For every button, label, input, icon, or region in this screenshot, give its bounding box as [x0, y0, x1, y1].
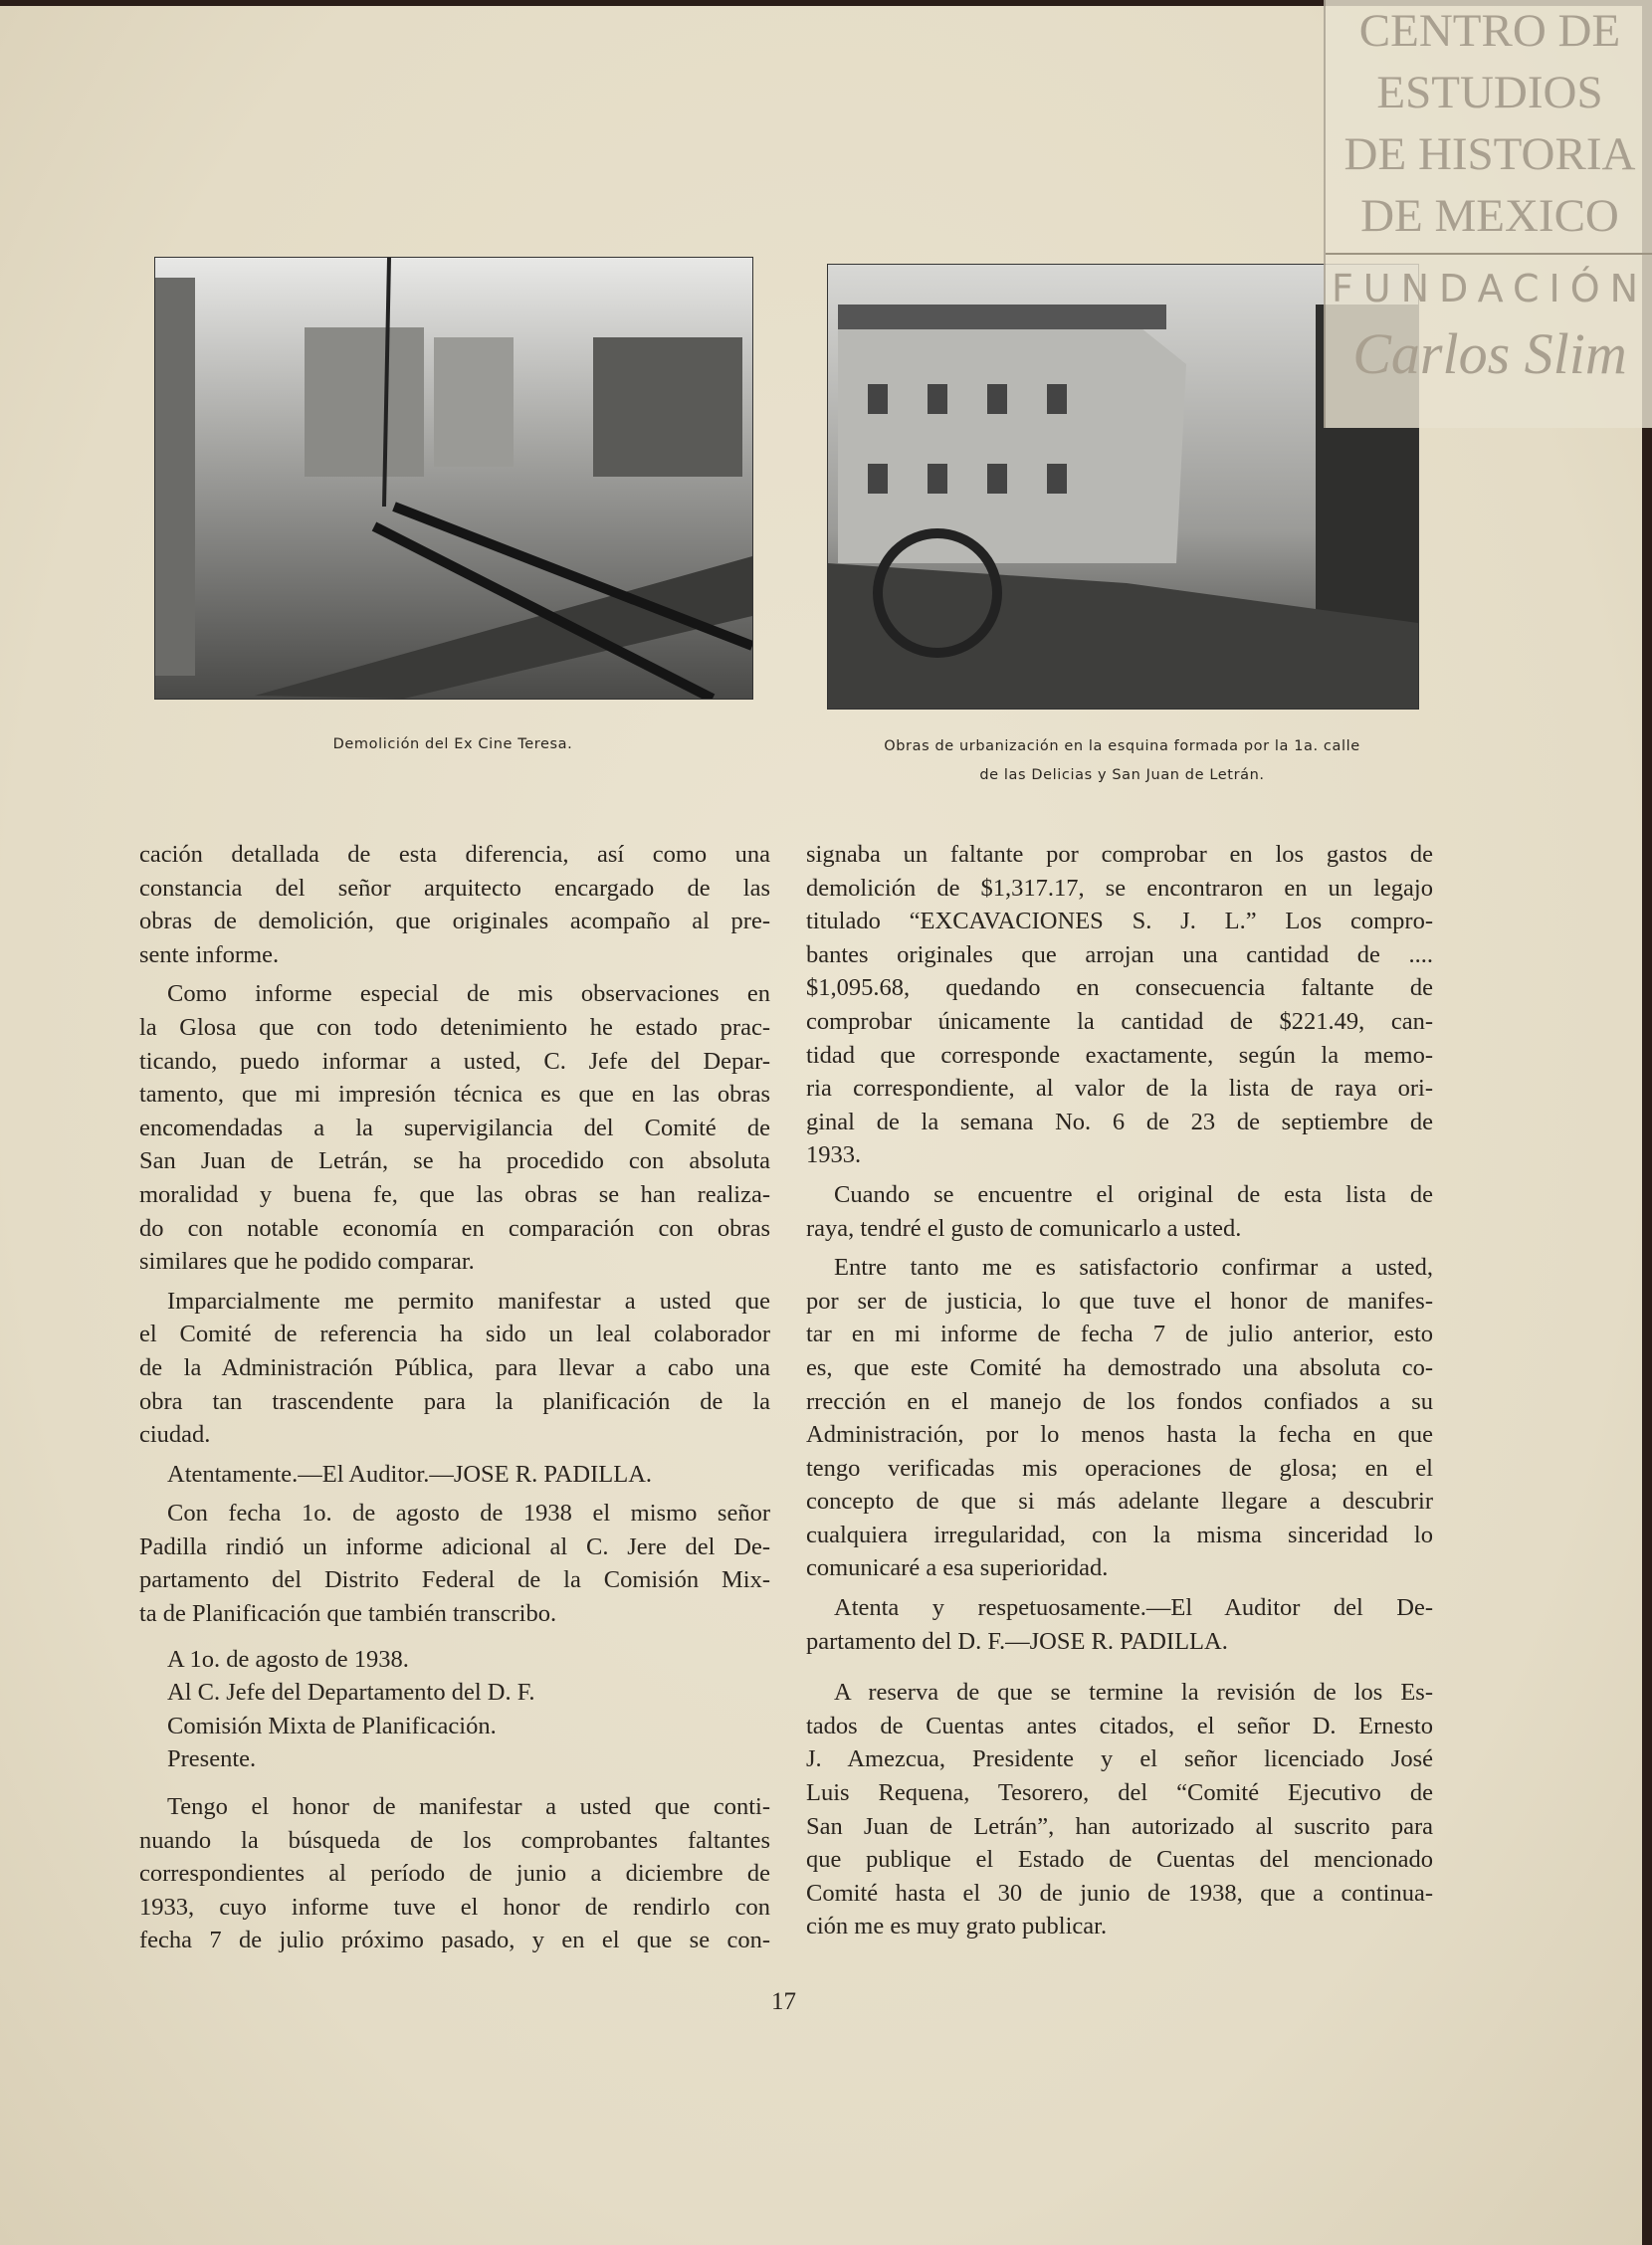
text-line: J. Amezcua, Presidente y el señor licenciado José: [806, 1745, 1433, 1773]
paragraph: [139, 977, 770, 1278]
text-line: tados de Cuentas antes citados, el señor D. Ernesto: [806, 1712, 1433, 1739]
text-line: nuando la búsqueda de los comprobantes faltantes: [139, 1826, 770, 1854]
text-line: Atenta y respetuosamente.—El Auditor del De-: [834, 1594, 1433, 1622]
paragraph: [806, 838, 1433, 1172]
text-line: A reserva de que se termine la revisión de los Es-: [834, 1679, 1433, 1707]
text-line: tar en mi informe de fecha 7 de julio anterior, esto: [806, 1321, 1433, 1348]
text-line: encomendadas a la supervigilancia del Comité de: [139, 1114, 770, 1141]
text-line: de la Administración Pública, para llevar a cabo una: [139, 1353, 770, 1381]
text-line: moralidad y buena fe, que las obras se han realiza-: [139, 1180, 770, 1208]
text-line: partamento del D. F.—JOSE R. PADILLA.: [806, 1627, 1228, 1655]
text-line: concepto de que si más adelante llegare a descubrir: [806, 1488, 1433, 1516]
left-column: [139, 838, 770, 1963]
photo-caption: [154, 730, 751, 759]
text-line: sente informe.: [139, 940, 280, 968]
paragraph: [806, 1178, 1433, 1245]
text-line: el Comité de referencia ha sido un leal colaborador: [139, 1321, 770, 1348]
text-line: rrección en el manejo de los fondos confiados a su: [806, 1387, 1433, 1415]
text-line: comprobar únicamente la cantidad de $221.49, can-: [806, 1007, 1433, 1035]
watermark-line: ESTUDIOS: [1376, 67, 1603, 118]
text-line: correspondientes al período de junio a diciembre de: [139, 1860, 770, 1888]
text-line: do con notable economía en comparación con obras: [139, 1214, 770, 1242]
watermark-signature: Carlos Slim: [1352, 321, 1627, 386]
text-line: Comisión Mixta de Planificación.: [167, 1712, 497, 1739]
page-number: 17: [771, 1988, 796, 2015]
text-line: comunicaré a esa superioridad.: [806, 1554, 1109, 1582]
caption-line: de las Delicias y San Juan de Letrán.: [979, 767, 1265, 783]
paragraph: [139, 1497, 770, 1630]
text-line: Administración, por lo menos hasta la fecha en que: [806, 1421, 1433, 1449]
text-line: Con fecha 1o. de agosto de 1938 el mismo señor: [167, 1500, 770, 1528]
text-line: Presente.: [167, 1745, 257, 1773]
text-line: tengo verificadas mis operaciones de glosa; en el: [806, 1454, 1433, 1482]
text-line: por ser de justicia, lo que tuve el honor de manifes-: [806, 1287, 1433, 1315]
caption-line: Demolición del Ex Cine Teresa.: [332, 736, 573, 752]
text-line: demolición de $1,317.17, se encontraron en un legajo: [806, 874, 1433, 902]
text-line: cación detallada de esta diferencia, así como una: [139, 841, 770, 868]
text-line: fecha 7 de julio próximo pasado, y en el que se con-: [139, 1927, 770, 1954]
text-line: ciudad.: [139, 1421, 211, 1449]
watermark-fundacion: FUNDACIÓN: [1331, 267, 1649, 310]
text-line: partamento del Distrito Federal de la Comisión Mix-: [139, 1566, 770, 1594]
text-line: ria correspondiente, al valor de la lista de raya ori-: [806, 1075, 1433, 1103]
text-line: 1933, cuyo informe tuve el honor de rendirlo con: [139, 1893, 770, 1921]
text-line: Imparcialmente me permito manifestar a usted que: [167, 1287, 770, 1315]
text-line: A 1o. de agosto de 1938.: [167, 1645, 409, 1673]
photo-demolition-cine-teresa: [154, 257, 753, 700]
text-line: Entre tanto me es satisfactorio confirmar a usted,: [834, 1254, 1433, 1282]
text-line: que publique el Estado de Cuentas del mencionado: [806, 1846, 1433, 1874]
paragraph: [139, 1790, 770, 1957]
text-line: ticando, puedo informar a usted, C. Jefe del Depar-: [139, 1047, 770, 1075]
watermark-line: DE HISTORIA: [1343, 128, 1636, 180]
signature-line: [139, 1458, 770, 1492]
paragraph: [806, 1676, 1433, 1943]
text-line: la Glosa que con todo detenimiento he estado prac-: [139, 1013, 770, 1041]
text-line: San Juan de Letrán, se ha procedido con absoluta: [139, 1147, 770, 1175]
text-line: similares que he podido comparar.: [139, 1248, 475, 1276]
text-line: Padilla rindió un informe adicional al C. Jere del De-: [139, 1532, 770, 1560]
watermark-line: DE MEXICO: [1360, 190, 1619, 242]
text-line: Como informe especial de mis observaciones en: [167, 980, 770, 1008]
caption-line: Obras de urbanización en la esquina formada por la 1a. calle: [884, 738, 1360, 754]
paragraph: [806, 1251, 1433, 1585]
text-line: tamento, que mi impresión técnica es que en las obras: [139, 1081, 770, 1109]
letter-address: [167, 1643, 770, 1776]
text-line: signaba un faltante por comprobar en los gastos de: [806, 841, 1433, 868]
text-line: Tengo el honor de manifestar a usted que conti-: [167, 1793, 770, 1821]
text-line: ginal de la semana No. 6 de 23 de septiembre de: [806, 1108, 1433, 1135]
text-line: Cuando se encuentre el original de esta lista de: [834, 1180, 1433, 1208]
text-line: raya, tendré el gusto de comunicarlo a usted.: [806, 1214, 1242, 1242]
right-column: [806, 838, 1433, 1949]
photo-caption: [827, 732, 1417, 790]
text-line: 1933.: [806, 1141, 862, 1169]
text-line: es, que este Comité ha demostrado una absoluta co-: [806, 1353, 1433, 1381]
watermark-logo: [1324, 0, 1652, 428]
text-line: ción me es muy grato publicar.: [806, 1913, 1108, 1940]
text-line: obras de demolición, que originales acompaño al pre-: [139, 908, 770, 935]
text-line: constancia del señor arquitecto encargado de las: [139, 874, 770, 902]
paragraph: [139, 1285, 770, 1452]
text-line: titulado “EXCAVACIONES S. J. L.” Los compro-: [806, 908, 1433, 935]
paragraph: [139, 838, 770, 971]
text-line: San Juan de Letrán”, han autorizado al suscrito para: [806, 1812, 1433, 1840]
text-line: bantes originales que arrojan una cantidad de ....: [806, 940, 1433, 968]
text-line: obra tan trascendente para la planificación de la: [139, 1387, 770, 1415]
watermark-divider: [1326, 253, 1652, 255]
text-line: Atentamente.—El Auditor.—JOSE R. PADILLA.: [167, 1460, 653, 1488]
text-line: ta de Planificación que también transcribo.: [139, 1600, 557, 1628]
text-line: cualquiera irregularidad, con la misma sinceridad lo: [806, 1521, 1433, 1548]
text-line: tidad que corresponde exactamente, según la memo-: [806, 1041, 1433, 1069]
text-line: Al C. Jefe del Departamento del D. F.: [167, 1679, 535, 1707]
signature-line: [806, 1591, 1433, 1658]
text-line: Comité hasta el 30 de junio de 1938, que a continua-: [806, 1879, 1433, 1907]
text-line: $1,095.68, quedando en consecuencia faltante de: [806, 974, 1433, 1002]
text-line: Luis Requena, Tesorero, del “Comité Ejecutivo de: [806, 1779, 1433, 1807]
watermark-line: CENTRO DE: [1358, 5, 1621, 57]
